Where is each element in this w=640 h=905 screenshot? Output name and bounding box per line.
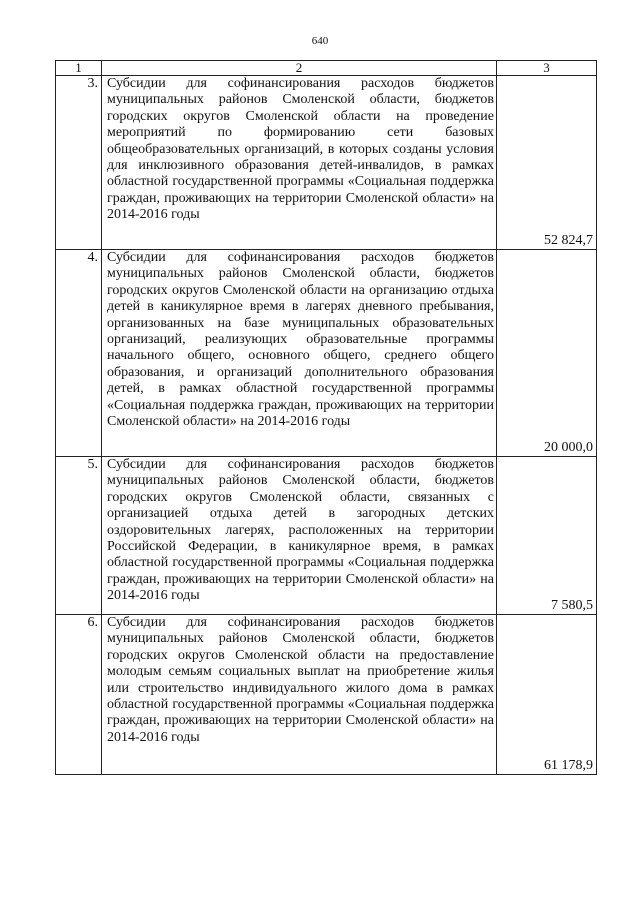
row-amount: 20 000,0 (497, 250, 597, 457)
row-amount: 52 824,7 (497, 76, 597, 250)
row-description: Субсидии для софинансирования расходов бюджетов муниципальных районов Смоленской области, бюджетов городских округов Смоленской области на организацию отдыха детей в каникулярное время в лагерях дневного пребывания, организованных на базе муниципальных образовательных организаций, реализующих образовательные программы начального общего, основного общего, среднего общего образования, и организаций дополнительного образования детей, в рамках областной государственной программы «Социальная поддержка граждан, проживающих на территории Смоленской области» на 2014-2016 годы (102, 250, 497, 457)
row-number: 6. (56, 615, 102, 775)
row-number: 5. (56, 457, 102, 615)
subsidies-table (55, 60, 597, 775)
table-header-row (56, 61, 597, 76)
table-row (56, 250, 597, 457)
row-description: Субсидии для софинансирования расходов бюджетов муниципальных районов Смоленской области, бюджетов городских округов Смоленской области, связанных с организацией отдыха детей в загородных детских оздоровительных лагерях, расположенных на территории Российской Федерации, в каникулярное время, в рамках областной государственной программы «Социальная поддержка граждан, проживающих на территории Смоленской области» на 2014-2016 годы (102, 457, 497, 615)
row-number: 3. (56, 76, 102, 250)
row-number: 4. (56, 250, 102, 457)
column-header-2: 2 (102, 61, 497, 76)
column-header-1: 1 (56, 61, 102, 76)
table-row (56, 457, 597, 615)
row-amount: 61 178,9 (497, 615, 597, 775)
row-description: Субсидии для софинансирования расходов бюджетов муниципальных районов Смоленской области, бюджетов городских округов Смоленской области на проведение мероприятий по формированию сети базовых общеобразовательных организаций, в которых созданы условия для инклюзивного образования детей-инвалидов, в рамках областной государственной программы «Социальная поддержка граждан, проживающих на территории Смоленской области» на 2014-2016 годы (102, 76, 497, 250)
table-row (56, 615, 597, 775)
column-header-3: 3 (497, 61, 597, 76)
row-description: Субсидии для софинансирования расходов бюджетов муниципальных районов Смоленской области, бюджетов городских округов Смоленской области на предоставление молодым семьям социальных выплат на приобретение жилья или строительство индивидуального жилого дома в рамках областной государственной программы «Социальная поддержка граждан, проживающих на территории Смоленской области» на 2014-2016 годы (102, 615, 497, 775)
page-number: 640 (311, 35, 329, 47)
row-amount: 7 580,5 (497, 457, 597, 615)
table-row (56, 76, 597, 250)
